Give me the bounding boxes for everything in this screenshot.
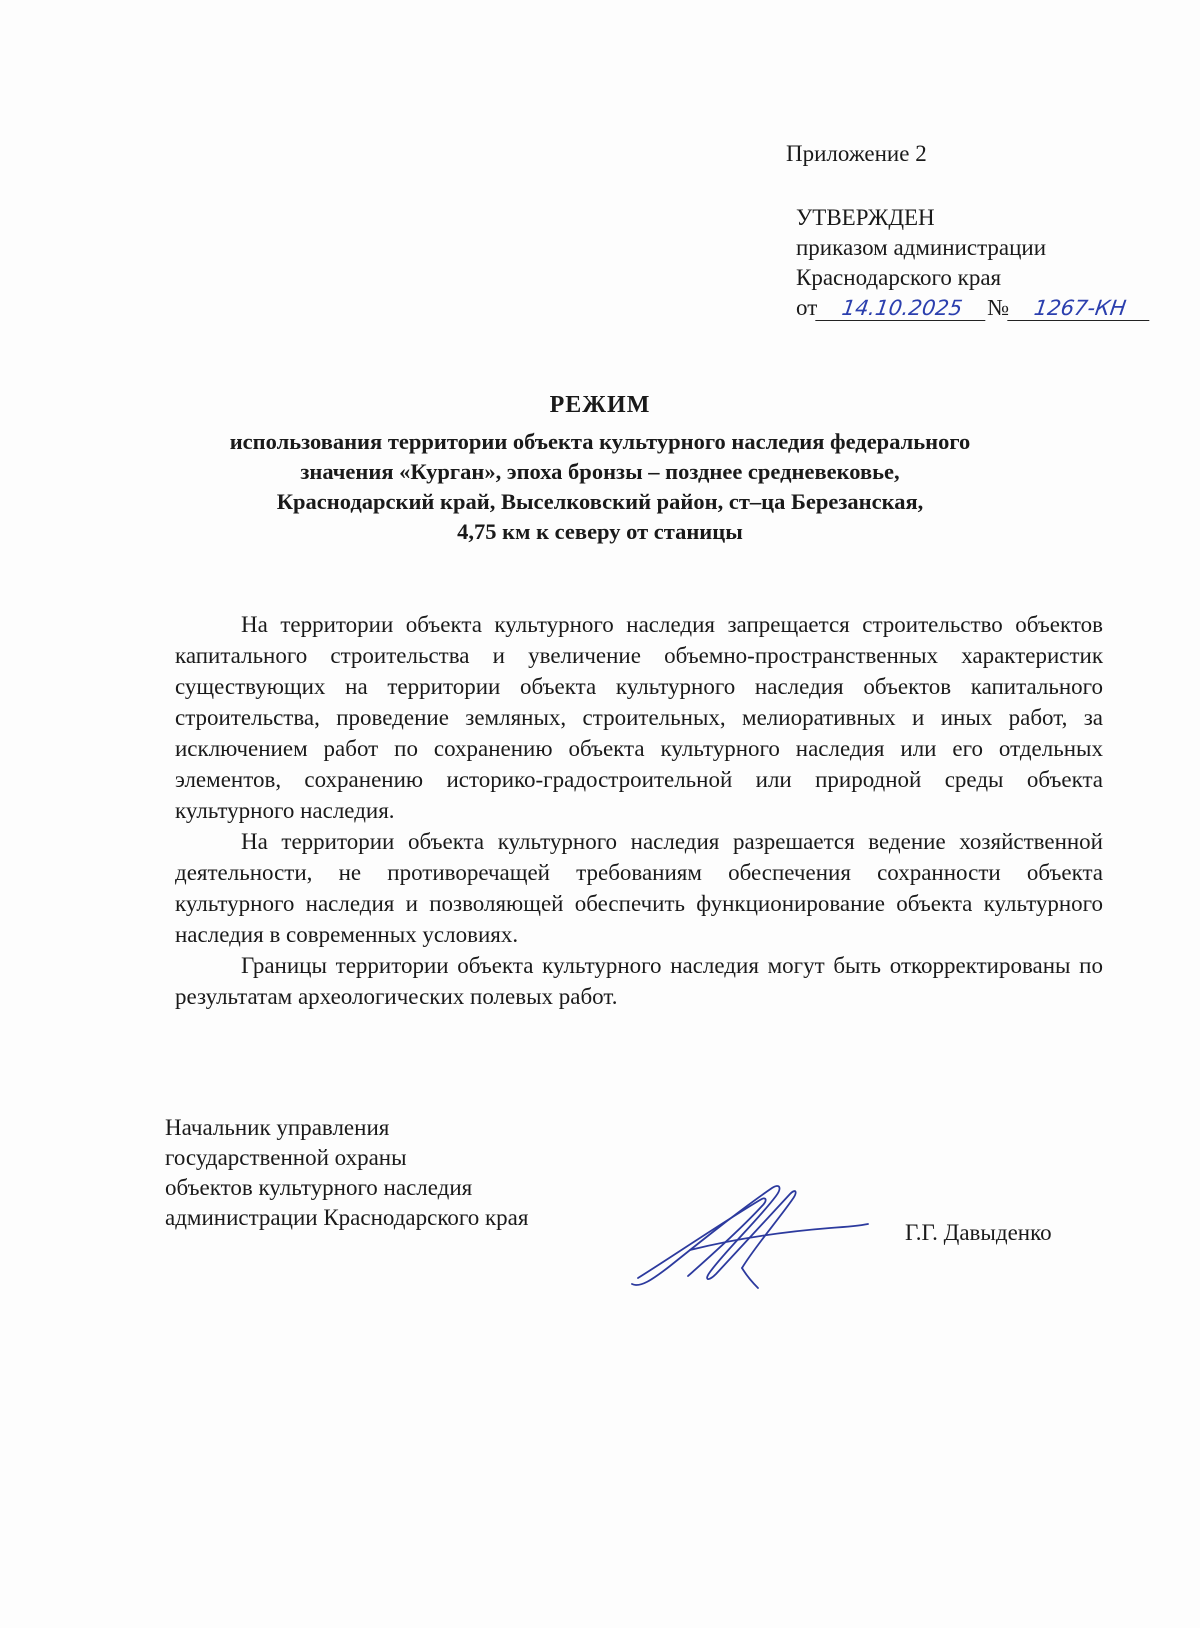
signer-name: Г.Г. Давыденко [905,1220,1052,1245]
handwritten-number: 1267-КН [1007,296,1153,321]
title-line-4: 4,75 км к северу от станицы [457,519,743,544]
position-line-4: администрации Краснодарского края [165,1205,529,1230]
order-date-number-line [796,293,1151,323]
approved-by-line-2: Краснодарского края [796,265,1002,290]
title-line-2: значения «Курган», эпоха бронзы – позднее средневековье, [300,459,900,484]
title-line-1: использования территории объекта культурного наследия федерального [229,429,971,454]
approved-by-line-1: приказом администрации [796,235,1047,260]
handwritten-signature [630,1180,870,1290]
position-line-3: объектов культурного наследия [165,1175,473,1200]
from-label: от [796,295,818,320]
paragraph-permissions: На территории объекта культурного наследия разрешается ведение хозяйственной деятельности, не противоречащей требованиям обеспечения сохранности объекта культурного наследия и позволяющей обеспечить функционирование объекта культурного наследия в современных условиях. [175,829,1103,947]
position-line-2: государственной охраны [165,1145,407,1170]
signatory-position [165,1113,528,1233]
approved-label: УТВЕРЖДЕН [796,205,935,230]
title-line-3: Краснодарский край, Выселковский район, ст–ца Березанская, [276,489,924,514]
approval-block [796,203,1151,323]
paragraph-boundaries: Границы территории объекта культурного наследия могут быть откорректированы по результатам археологических полевых работ. [175,953,1103,1009]
paragraph-prohibitions: На территории объекта культурного наследия запрещается строительство объектов капитального строительства и увеличение объемно-пространственных характеристик существующих на территории объекта культурного наследия объектов капитального строительства, проведение земляных, строительных, мелиоративных и иных работ, за исключением работ по сохранению объекта культурного наследия или его отдельных элементов, сохранению историко-градостроительной или природной среды объекта культурного наследия. [175,612,1103,823]
appendix-label: Приложение 2 [786,141,927,166]
title-main: РЕЖИМ [549,392,651,418]
document-title [150,392,1050,547]
number-label: № [987,295,1010,320]
handwritten-date: 14.10.2025 [815,296,989,321]
position-line-1: Начальник управления [165,1115,390,1140]
body-text [175,609,1103,1012]
